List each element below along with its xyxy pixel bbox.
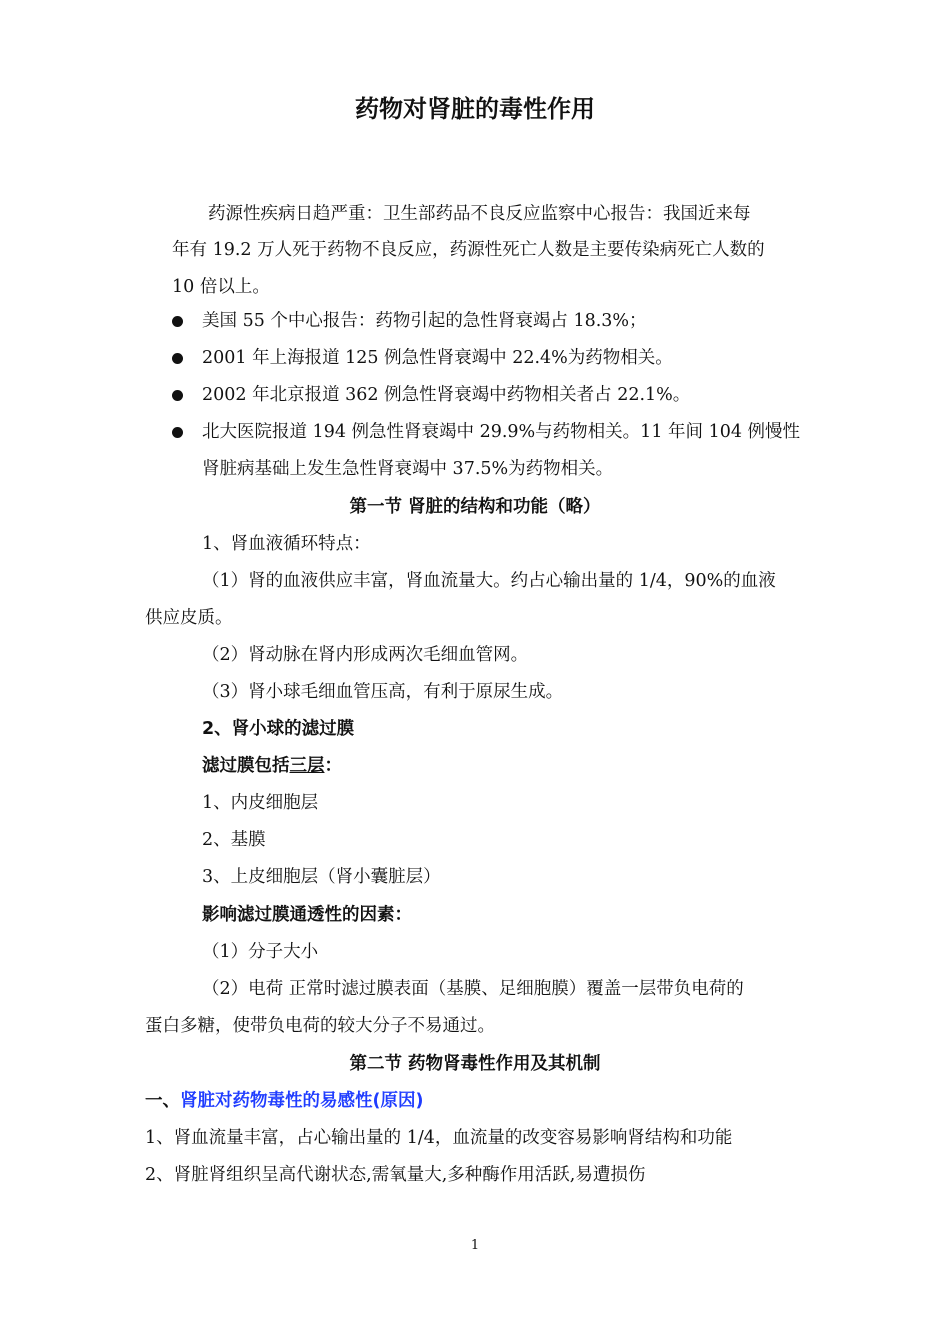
membrane-prefix: 滤过膜包括: [202, 756, 290, 776]
item-1-title: 1、肾血液循环特点：: [202, 534, 371, 554]
page-number: 1: [470, 1238, 480, 1253]
membrane-underlined-text: 三层: [289, 756, 325, 776]
item-1-point-3: （3）肾小球毛细血管压高，有利于原尿生成。: [202, 682, 564, 702]
reason-2: 2、肾脏肾组织呈高代谢状态,需氧量大,多种酶作用活跃,易遭损伤: [145, 1165, 646, 1185]
item-1-point-1-line-1: （1）肾的血液供应丰富，肾血流量大。约占心输出量的 1/4，90%的血液: [202, 571, 776, 591]
reason-1: 1、肾血流量丰富，占心输出量的 1/4，血流量的改变容易影响肾结构和功能: [145, 1128, 733, 1148]
section-2-heading: 第二节 药物肾毒性作用及其机制: [349, 1054, 601, 1074]
bullet-item-2: 2001 年上海报道 125 例急性肾衰竭中 22.4%为药物相关。: [202, 348, 673, 368]
susceptibility-heading: [145, 1088, 424, 1114]
membrane-suffix: ：: [324, 756, 342, 776]
section-1-heading: 第一节 肾脏的结构和功能（略）: [349, 497, 601, 517]
layer-item-1: 1、内皮细胞层: [202, 793, 319, 813]
bullet-dot-icon: [172, 427, 183, 438]
item-1-point-1-line-2: 供应皮质。: [145, 608, 233, 628]
susceptibility-prefix: 一、: [145, 1091, 180, 1111]
bullet-dot-icon: [172, 390, 183, 401]
factors-heading: 影响滤过膜通透性的因素：: [202, 905, 412, 925]
bullet-item-4-continuation: 肾脏病基础上发生急性肾衰竭中 37.5%为药物相关。: [202, 459, 614, 479]
bullet-dot-icon: [172, 316, 183, 327]
intro-line-1: 药源性疾病日趋严重：卫生部药品不良反应监察中心报告：我国近来每: [208, 204, 751, 224]
factor-1: （1）分子大小: [202, 942, 319, 962]
susceptibility-title: 肾脏对药物毒性的易感性(原因): [180, 1091, 424, 1111]
bullet-item-4: 北大医院报道 194 例急性肾衰竭中 29.9%与药物相关。11 年间 104 例慢性: [202, 422, 801, 442]
document-title: 药物对肾脏的毒性作用: [355, 95, 595, 123]
intro-line-2: 年有 19.2 万人死于药物不良反应，药源性死亡人数是主要传染病死亡人数的: [172, 240, 765, 260]
bullet-item-3: 2002 年北京报道 362 例急性肾衰竭中药物相关者占 22.1%。: [202, 385, 691, 405]
bullet-item-1: 美国 55 个中心报告：药物引起的急性肾衰竭占 18.3%；: [202, 311, 647, 331]
layer-item-2: 2、基膜: [202, 830, 266, 850]
membrane-layers-heading: [202, 753, 342, 779]
item-2-title: 2、肾小球的滤过膜: [202, 719, 355, 739]
layer-item-3: 3、上皮细胞层（肾小囊脏层）: [202, 867, 441, 887]
factor-2-line-2: 蛋白多糖，使带负电荷的较大分子不易通过。: [145, 1016, 495, 1036]
factor-2-line-1: （2）电荷 正常时滤过膜表面（基膜、足细胞膜）覆盖一层带负电荷的: [202, 979, 744, 999]
bullet-dot-icon: [172, 353, 183, 364]
intro-line-3: 10 倍以上。: [172, 277, 270, 297]
item-1-point-2: （2）肾动脉在肾内形成两次毛细血管网。: [202, 645, 529, 665]
